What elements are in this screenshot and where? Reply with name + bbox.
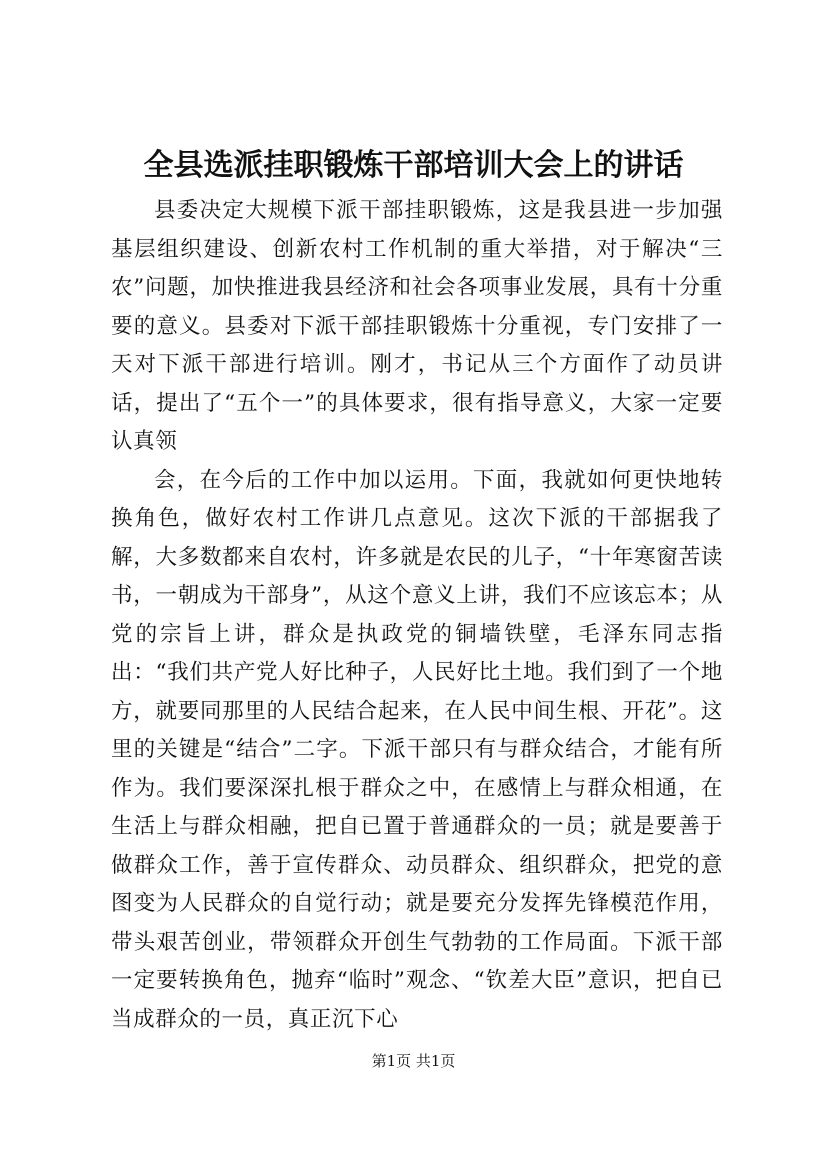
document-title: 全县选派挂职锻炼干部培训大会上的讲话 bbox=[143, 148, 684, 183]
page-number-label: 第1页 共1页 bbox=[371, 1052, 456, 1070]
paragraph-1: 县委决定大规模下派干部挂职锻炼，这是我县进一步加强基层组织建设、创新农村工作机制的重大举措，对于解决“三农”问题，加快推进我县经济和社会各项事业发展，具有十分重要的意义。县委对下派干部挂职锻炼十分重视，专门安排了一天对下派干部进行培训。刚才，书记从三个方面作了动员讲话，提出了“五个一”的具体要求，很有指导意义，大家一定要认真领 bbox=[111, 198, 723, 454]
page-footer bbox=[0, 1050, 827, 1072]
document-body bbox=[111, 192, 723, 1039]
paragraph-2: 会，在今后的工作中加以运用。下面，我就如何更快地转换角色，做好农村工作讲几点意见。这次下派的干部据我了解，大多数都来自农村，许多就是农民的儿子，“十年寒窗苦读书，一朝成为干部身”，从这个意义上讲，我们不应该忘本；从党的宗旨上讲，群众是执政党的铜墙铁壁，毛泽东同志指出：“我们共产党人好比种子，人民好比土地。我们到了一个地方，就要同那里的人民结合起来，在人民中间生根、开花”。这里的关键是“结合”二字。下派干部只有与群众结合，才能有所作为。我们要深深扎根于群众之中，在感情上与群众相通，在生活上与群众相融，把自已置于普通群众的一员；就是要善于做群众工作，善于宣传群众、动员群众、组织群众，把党的意图变为人民群众的自觉行动；就是要充分发挥先锋模范作用，带头艰苦创业，带领群众开创生气勃勃的工作局面。下派干部一定要转换角色，抛弃“临时”观念、“钦差大臣”意识，把自已当成群众的一员，真正沉下心 bbox=[111, 467, 723, 1032]
